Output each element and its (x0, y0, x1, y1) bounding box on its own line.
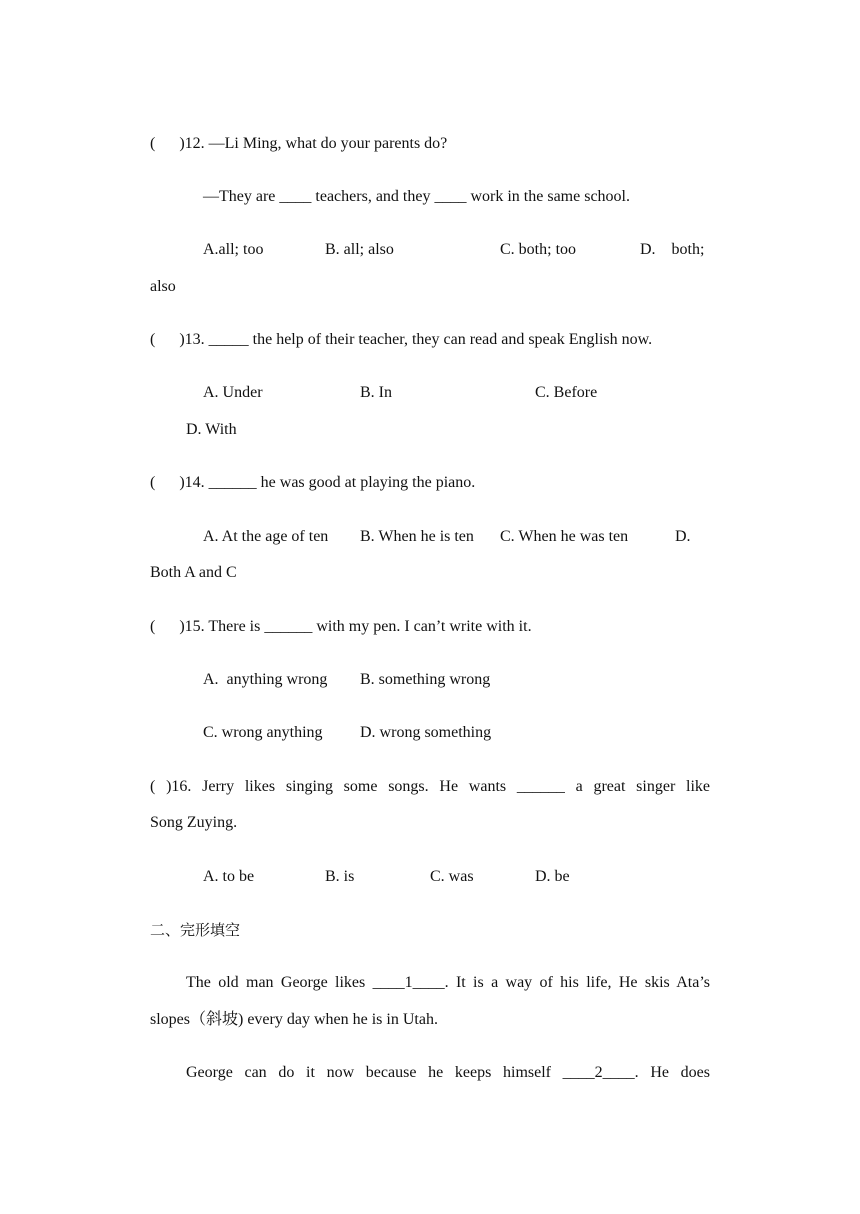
q13-option-d: D. With (186, 421, 237, 438)
q14-option-d: D. (675, 528, 691, 545)
q14-option-c: C. When he was ten (500, 528, 629, 545)
question-12-stem: ( )12. —Li Ming, what do your parents do? (150, 135, 448, 152)
question-14-stem: ( )14. ______ he was good at playing the piano. (150, 474, 476, 491)
q16-option-c: C. was (430, 868, 474, 885)
q12-option-b: B. all; also (325, 241, 394, 258)
section-title: 二、完形填空 (150, 921, 241, 939)
passage-line-1: The old man George likes ____1____. It is a way of his life, He skis Ata’s (186, 974, 710, 991)
q13-option-b: B. In (360, 384, 392, 401)
q13-option-a: A. Under (203, 384, 263, 401)
q15-option-a: A. anything wrong (203, 671, 328, 688)
question-16-wrap: Song Zuying. (150, 814, 238, 831)
q13-option-c: C. Before (535, 384, 598, 401)
q14-option-a: A. At the age of ten (203, 528, 329, 545)
q12-option-d: D. both; (640, 241, 705, 258)
passage-line-3: George can do it now because he keeps himself ____2____. He does (186, 1064, 710, 1081)
question-15-stem: ( )15. There is ______ with my pen. I can’t write with it. (150, 618, 532, 635)
q12-option-a: A.all; too (203, 241, 264, 258)
q12-option-c: C. both; too (500, 241, 577, 258)
q16-option-b: B. is (325, 868, 355, 885)
q14-option-d-wrap: Both A and C (150, 564, 237, 581)
q15-option-d: D. wrong something (360, 724, 492, 741)
q14-option-b: B. When he is ten (360, 528, 474, 545)
q15-option-c: C. wrong anything (203, 724, 323, 741)
question-16-stem: ( )16. Jerry likes singing some songs. He wants ______ a great singer like (150, 778, 710, 795)
q16-option-a: A. to be (203, 868, 255, 885)
passage-line-2: slopes（斜坡) every day when he is in Utah. (150, 1011, 438, 1028)
q12-option-d-wrap: also (150, 278, 176, 295)
q16-option-d: D. be (535, 868, 570, 885)
q15-option-b: B. something wrong (360, 671, 491, 688)
question-12-subline: —They are ____ teachers, and they ____ work in the same school. (203, 188, 630, 205)
question-13-stem: ( )13. _____ the help of their teacher, they can read and speak English now. (150, 331, 653, 348)
